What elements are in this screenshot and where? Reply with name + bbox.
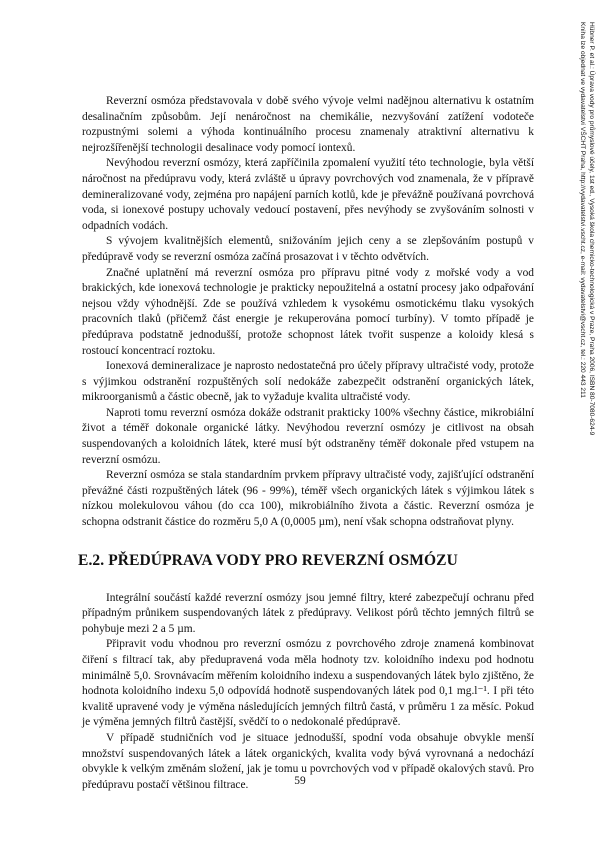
section-intro bbox=[82, 94, 534, 531]
paragraph: Reverzní osmóza se stala standardním prvkem přípravy ultračisté vody, zajišťující odstranění převážné části rozpuštěných látek (96 - 99%), téměř všech organických látek s výjimkou látek s nízkou molekulovou váhou (do cca 100), mikrobiálního života a částic. Reverzní osmóza je schopna odstranit částice do rozměru 5,0 A (0,0005 µm), není však schopna odstraňovat plyny. bbox=[82, 469, 534, 529]
side-citation bbox=[560, 22, 596, 822]
paragraph: Naproti tomu reverzní osmóza dokáže odstranit prakticky 100% všechny částice, mikrobiální život a téměř dokonale organické látky. Nevýhodou reverzní osmózy je citlivost na obsah suspendovaných a koloidních látek, které musí být odstraněny téměř dokonale před vstupem na reverzní osmózu. bbox=[82, 406, 534, 466]
page-content bbox=[78, 94, 534, 793]
side-citation-text bbox=[578, 22, 596, 822]
citation-line: Hübner P. et al.: Úprava vody pro průmyslové účely, 1st ed., Vysoká škola chemicko-technologická v Praze, Praha 2006, ISBN 80-7080-624-9 bbox=[588, 22, 595, 436]
paragraph: Integrální součástí každé reverzní osmózy jsou jemné filtry, které zabezpečují ochranu před případným průnikem suspendovaných látek z předúpravy. Velikost pórů těchto jemných filtrů se pohybuje mezi 2 a 5 µm. bbox=[82, 591, 534, 635]
section-pretreatment bbox=[82, 591, 534, 794]
paragraph: Ionexová demineralizace je naprosto nedostatečná pro účely přípravy ultračisté vody, protože s výjimkou odstranění rozpuštěných solí nedokáže zabezpečit odstranění organických látek, mikroorganismů a částic obecně, jak to vyžaduje kvalita ultračisté vody. bbox=[82, 360, 534, 404]
paragraph: Značné uplatnění má reverzní osmóza pro přípravu pitné vody z mořské vody a vod brakických, kde ionexová technologie je prakticky nepoužitelná a ostatní procesy jako odpařování nejsou vždy výhodnější. Zde se používá vzhledem k vysokému osmotickému tlaku vysokých pracovních tlaků (přičemž část energie je rekuperována pomocí turbíny). V tomto případě je předúprava podstatně jednodušší, protože schopnost látek tvořit suspenze a koloidy klesá s rostoucí koncentrací roztoku. bbox=[82, 266, 534, 357]
section-heading: E.2. PŘEDÚPRAVA VODY PRO REVERZNÍ OSMÓZU bbox=[78, 551, 458, 569]
paragraph: S vývojem kvalitnějších elementů, snižováním jejich ceny a se zlepšováním postupů v předúpravě vody se reverzní osmóza začíná prosazovat i v těchto odvětvích. bbox=[82, 235, 534, 263]
paragraph: V případě studničních vod je situace jednodušší, spodní voda obsahuje obvykle menší množství suspendovaných látek a látek organických, kvalita vody bývá vyrovnaná a nedochází obvykle k velkým změnám složení, jak je tomu u povrchových vod v případě okalových stavů. Pro předúpravu postačí většinou filtrace. bbox=[82, 731, 534, 791]
ordering-line: Kniha lze objednat ve vydavatelství VŠCHT Praha, http://vydavatelstvi.vscht.cz, e-mail: vydavatelstvi@vscht.cz, tel.: 220 443 211 bbox=[579, 22, 586, 398]
page-number: 59 bbox=[294, 775, 306, 787]
paragraph: Připravit vodu vhodnou pro reverzní osmózu z povrchového zdroje znamená kombinovat čiření s filtrací tak, aby předupravená voda měla hodnoty tzv. koloidního indexu pod hodnotu minimálně 5,0. Srovnávacím měřením koloidního indexu a suspendovaných látek bylo zjištěno, že hodnota koloidního indexu 5,0 odpovídá hodnotě suspendovaných látek pod 0,1 mg.l⁻¹. I při této kvalitě upravené vody je výměna následujících jemných filtrů častá, v průměru 1 za měsíc. Pokud je výměna jemných filtrů častější, svědčí to o nedokonalé předúpravě. bbox=[82, 638, 534, 729]
paragraph: Nevýhodou reverzní osmózy, která zapříčinila zpomalení využití této technologie, byla větší náročnost na předúpravu vody, která zvláště u úpravy povrchových vod znamenala, že v přípravě demineralizované vody, zejména pro napájení parních kotlů, kde je převážně používaná povrchová voda, si ionexové postupy uchovaly vedoucí postavení, přes nevýhody se zvyšováním solnosti v odpadních vodách. bbox=[82, 157, 534, 232]
paragraph: Reverzní osmóza představovala v době svého vývoje velmi nadějnou alternativu k ostatním desalinačním způsobům. Její nenáročnost na chemikálie, nezvyšování zatížení vodoteče rozpustnými solemi a výhoda kontinuálního procesu znamenaly atraktivní alternativu k nejrozšířenější technologii desalinace vody pomocí iontexů. bbox=[82, 95, 534, 154]
